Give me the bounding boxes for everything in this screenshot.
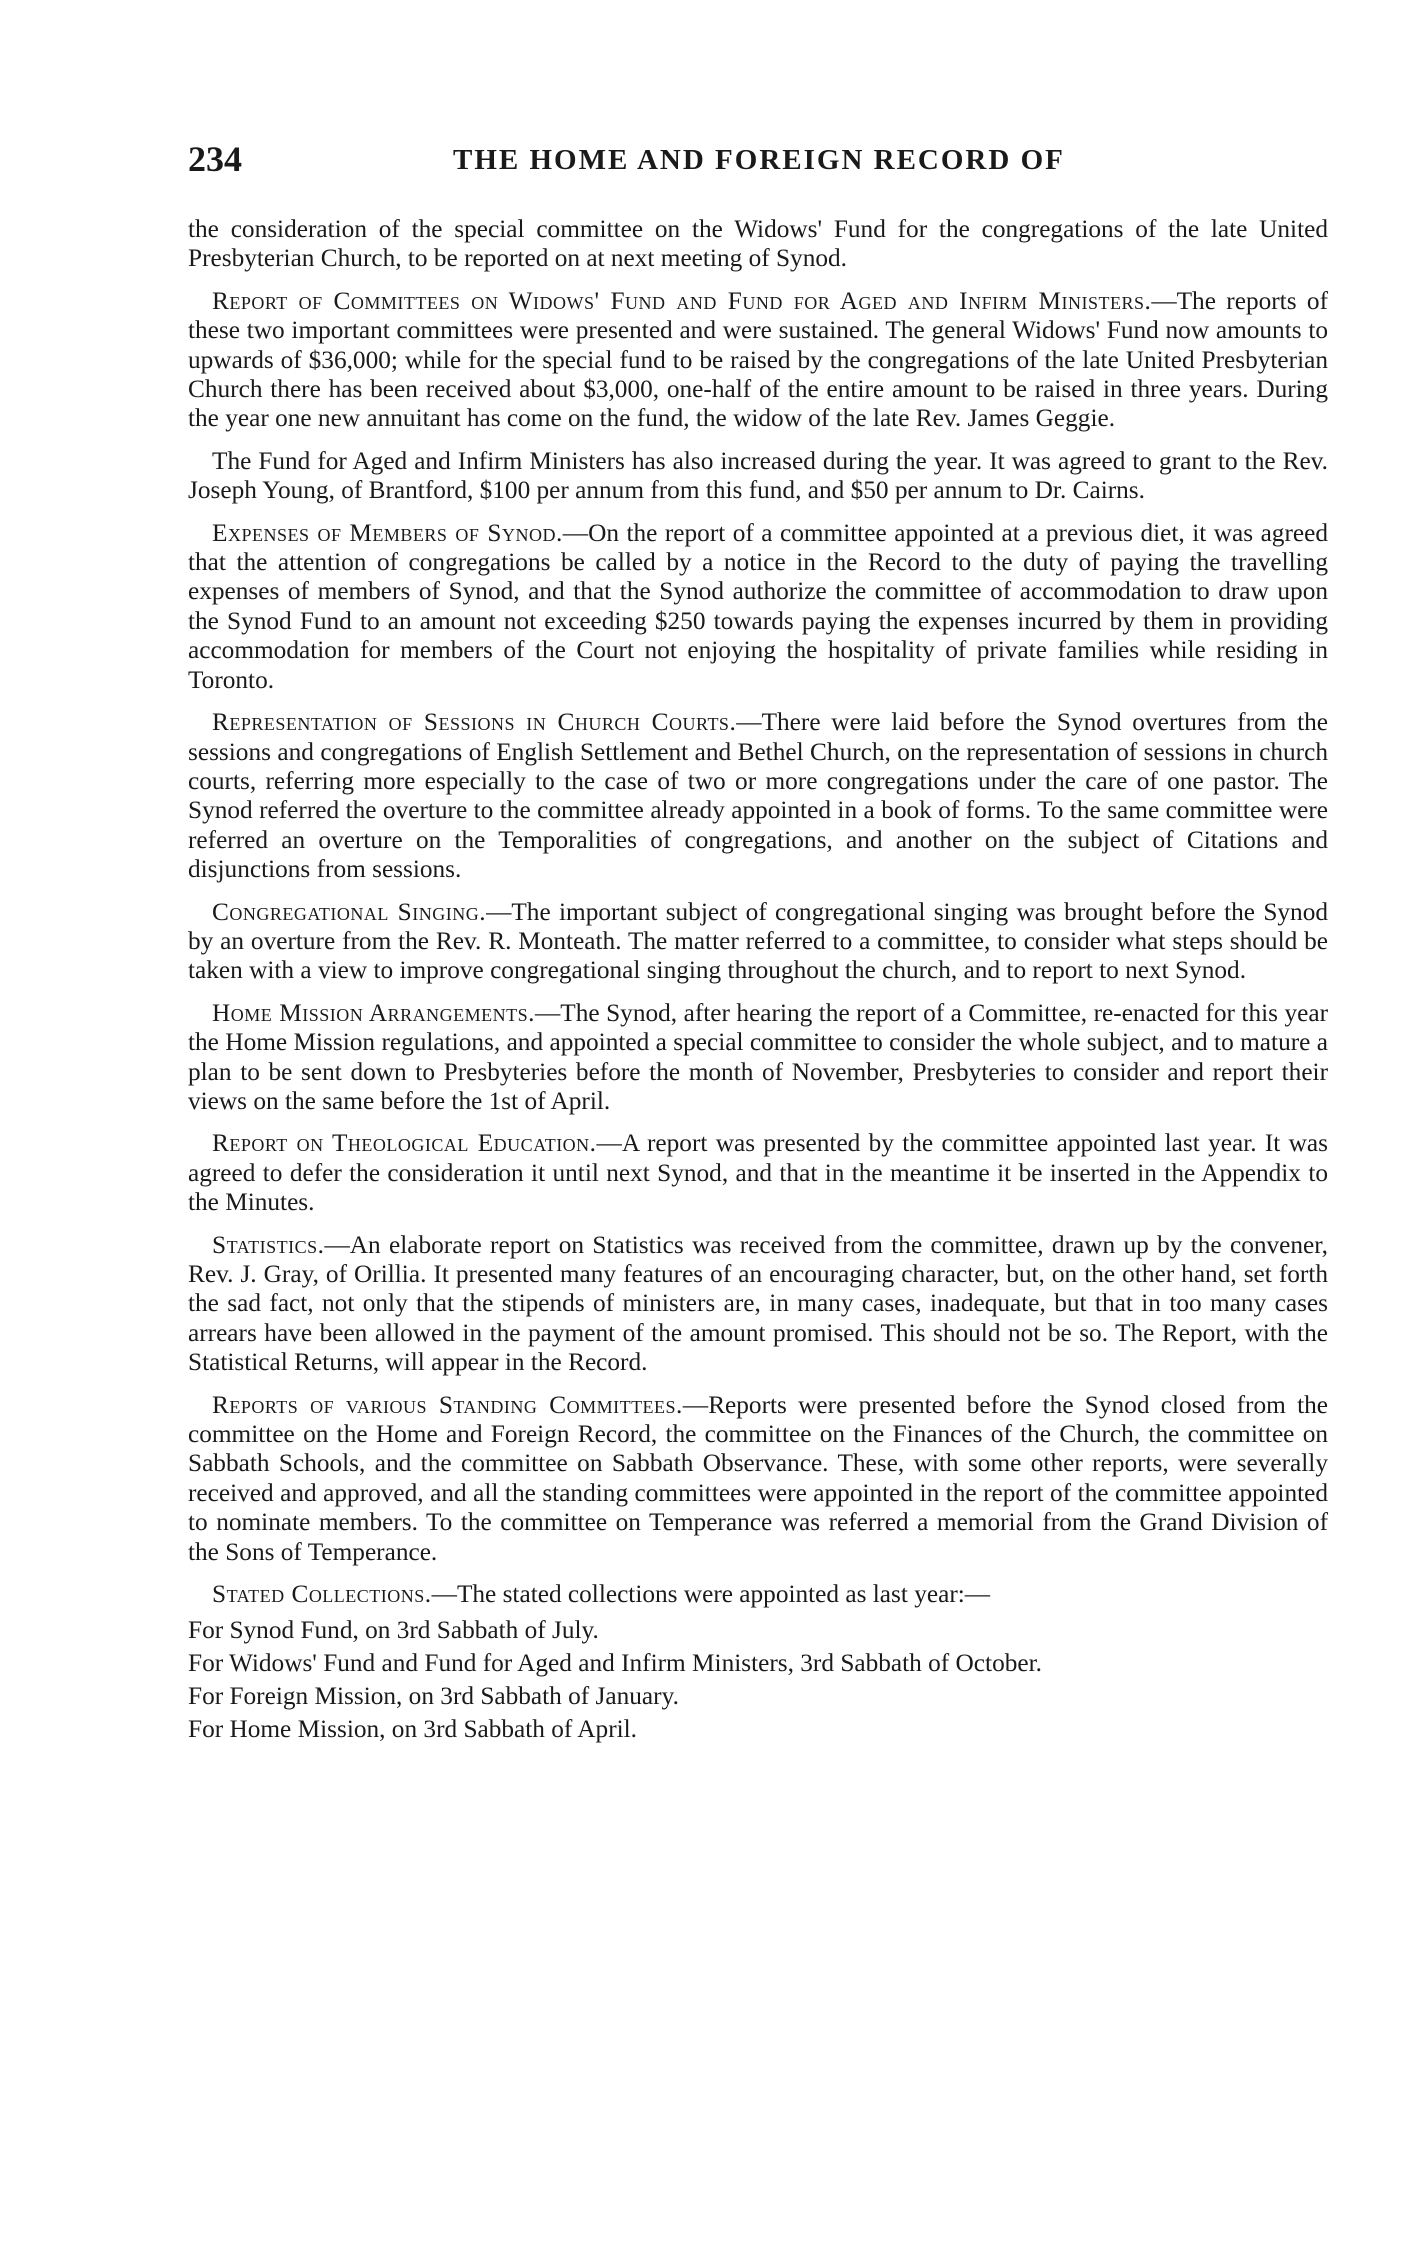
- paragraph-standing-committees: [188, 1391, 1328, 1567]
- paragraph-statistics: [188, 1231, 1328, 1378]
- section-text-expenses: —On the report of a committee appointed at a previous diet, it was agreed that the attention of congregations be called by a notice in the Record to the duty of paying the travelling expenses of members of Synod, and that the Synod authorize the committee of accommodation to draw upon the Synod Fund to an amount not exceeding $250 towards paying the expenses incurred by them in providing accommodation for members of the Court not enjoying the hospitality of private families while residing in Toronto.: [188, 518, 1328, 694]
- section-heading-widows-fund: Report of Committees on Widows' Fund and Fund for Aged and Infirm Ministers.: [212, 286, 1152, 315]
- section-heading-expenses: Expenses of Members of Synod.: [212, 518, 563, 547]
- page-header: [188, 138, 1328, 188]
- paragraph-representation: [188, 708, 1328, 884]
- collections-list: [188, 1615, 1328, 1745]
- section-heading-theological: Report on Theological Education.: [212, 1129, 597, 1158]
- section-heading-home-mission: Home Mission Arrangements.: [212, 998, 535, 1027]
- list-item: For Synod Fund, on 3rd Sabbath of July.: [188, 1616, 599, 1645]
- section-heading-statistics: Statistics.: [212, 1230, 325, 1259]
- section-text-home-mission: —The Synod, after hearing the report of a Committee, re-enacted for this year the Home Mission regulations, and appointed a special committee to consider the whole subject, and to mature a plan to be sent down to Presbyteries before the month of November, Presbyteries to consider and report their views on the same before the 1st of April.: [188, 998, 1328, 1115]
- section-text-singing: —The important subject of congregational singing was brought before the Synod by an overture from the Rev. R. Monteath. The matter referred to a committee, to consider what steps should be taken with a view to improve congregational singing throughout the church, and to report to next Synod.: [188, 897, 1328, 985]
- paragraph-expenses: [188, 519, 1328, 695]
- list-item: For Home Mission, on 3rd Sabbath of April.: [188, 1715, 638, 1744]
- section-text-representation: —There were laid before the Synod overtures from the sessions and congregations of English Settlement and Bethel Church, on the representation of sessions in church courts, referring more especially to the case of two or more congregations under the care of one pastor. The Synod referred the overture to the committee already appointed in a book of forms. To the same committee were referred an overture on the Temporalities of congregations, and another on the subject of Citations and disjunctions from sessions.: [188, 708, 1328, 884]
- paragraph-theological: [188, 1129, 1328, 1217]
- section-text-collections: —The stated collections were appointed as last year:—: [431, 1580, 991, 1609]
- paragraph-home-mission: [188, 999, 1328, 1117]
- paragraph-widows-fund: [188, 287, 1328, 434]
- list-item: For Widows' Fund and Fund for Aged and Infirm Ministers, 3rd Sabbath of October.: [188, 1649, 1042, 1678]
- paragraph-aged-fund: The Fund for Aged and Infirm Ministers has also increased during the year. It was agreed to grant to the Rev. Joseph Young, of Brantford, $100 per annum from this fund, and $50 per annum to Dr. Cairns.: [188, 446, 1328, 505]
- section-text-widows-fund: —The reports of these two important committees were presented and were sustained. The general Widows' Fund now amounts to upwards of $36,000; while for the special fund to be raised by the congregations of the late United Presbyterian Church there has been received about $3,000, one-half of the entire amount to be raised in three years. During the year one new annuitant has come on the fund, the widow of the late Rev. James Geggie.: [188, 286, 1328, 433]
- section-text-statistics: —An elaborate report on Statistics was received from the committee, drawn up by the convener, Rev. J. Gray, of Orillia. It presented many features of an encouraging character, but, on the other hand, set forth the sad fact, not only that the stipends of ministers are, in many cases, inadequate, but that in too many cases arrears have been allowed in the payment of the amount promised. This should not be so. The Report, with the Statistical Returns, will appear in the Record.: [188, 1230, 1328, 1377]
- section-heading-collections: Stated Collections.: [212, 1580, 432, 1609]
- section-text-theological: —A report was presented by the committee appointed last year. It was agreed to defer the consideration it until next Synod, and that in the meantime it be inserted in the Appendix to the Minutes.: [188, 1129, 1328, 1217]
- section-heading-standing-committees: Reports of various Standing Committees.: [212, 1390, 683, 1419]
- section-text-standing-committees: —Reports were presented before the Synod closed from the committee on the Home and Foreign Record, the committee on the Finances of the Church, the committee on Sabbath Schools, and the committee on Sabbath Observance. These, with some other reports, were severally received and approved, and all the standing committees were appointed in the report of the committee appointed to nominate members. To the committee on Temperance was referred a memorial from the Grand Division of the Sons of Temperance.: [188, 1390, 1328, 1566]
- list-item: For Foreign Mission, on 3rd Sabbath of January.: [188, 1682, 679, 1711]
- page-body: [188, 215, 1328, 1747]
- paragraph-intro: the consideration of the special committee on the Widows' Fund for the congregations of the late United Presbyterian Church, to be reported on at next meeting of Synod.: [188, 215, 1328, 273]
- section-heading-representation: Representation of Sessions in Church Courts.: [212, 708, 737, 737]
- page-number: 234: [188, 139, 242, 179]
- running-title: THE HOME AND FOREIGN RECORD OF: [453, 144, 1065, 176]
- paragraph-collections: [188, 1580, 1328, 1609]
- paragraph-singing: [188, 898, 1328, 986]
- section-heading-singing: Congregational Singing.: [212, 897, 487, 926]
